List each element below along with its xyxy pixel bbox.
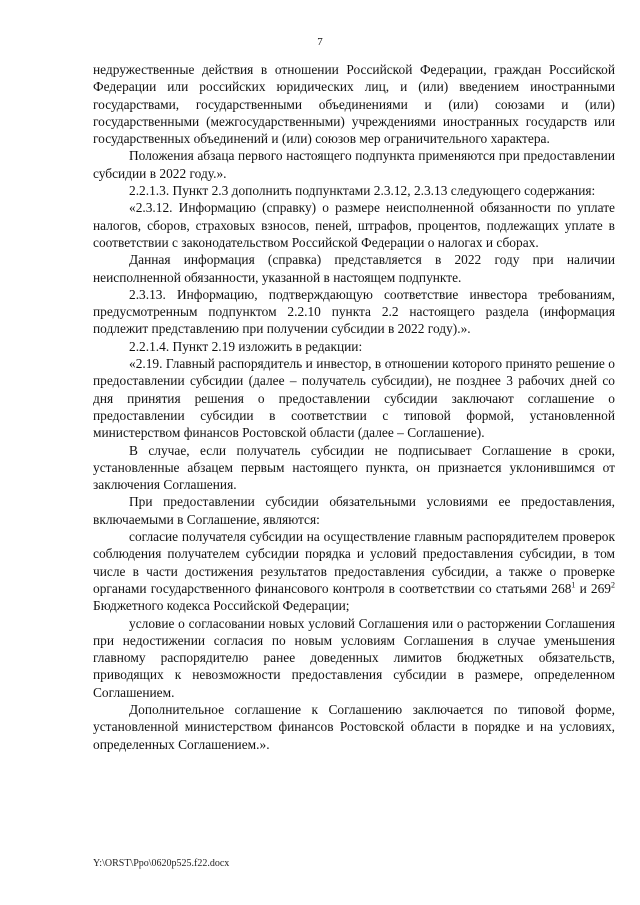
paragraph: 2.3.13. Информацию, подтверждающую соответствие инвестора требованиям, предусмотренным подпунктом 2.2.10 пункта 2.2 настоящего раздела (информация подлежит представлению при получении субсидии в 2022 году).». (93, 286, 615, 337)
paragraph-consent (93, 528, 615, 614)
paragraph: Данная информация (справка) представляется в 2022 году при наличии неисполненной обязанности, указанной в настоящем подпункте. (93, 252, 615, 285)
footer-file-path: Y:\ORST\Ppo\0620p525.f22.docx (93, 858, 230, 869)
paragraph: условие о согласовании новых условий Соглашения или о расторжении Соглашения при недостижении согласия по новым условиям Соглашения в случае уменьшения главному распорядителю ранее доведенных лимитов бюджетных обязательств, приводящих к невозможности предоставления субсидии в размере, определенном Соглашением. (93, 615, 615, 700)
superscript: 1 (571, 580, 576, 590)
consent-text-and: и 269 (575, 580, 612, 596)
consent-text-after: Бюджетного кодекса Российской Федерации; (93, 598, 350, 614)
paragraph: Дополнительное соглашение к Соглашению заключается по типовой форме, установленной министерством финансов Ростовской области в порядке и на условиях, определенных Соглашением.». (93, 701, 615, 752)
paragraph: В случае, если получатель субсидии не подписывает Соглашение в сроки, установленные абзацем первым настоящего пункта, он признается уклонившимся от заключения Соглашения. (93, 442, 615, 493)
paragraph: 2.2.1.4. Пункт 2.19 изложить в редакции: (129, 338, 363, 354)
document-body (93, 61, 615, 753)
consent-text-before: согласие получателя субсидии на осуществление главным распорядителем проверок соблюдения получателем субсидии порядка и условий предоставления субсидии, в том числе в части достижения результатов предоставления субсидии, а также о проверке органами государственного финансового контроля в соответствии со статьями 268 (93, 529, 615, 596)
paragraph: 2.2.1.3. Пункт 2.3 дополнить подпунктами 2.3.12, 2.3.13 следующего содержания: (129, 183, 596, 199)
superscript: 2 (611, 580, 616, 590)
paragraph: Положения абзаца первого настоящего подпункта применяются при предоставлении субсидии в 2022 году.». (93, 148, 615, 181)
paragraph: «2.19. Главный распорядитель и инвестор, в отношении которого принято решение о предоставлении субсидии (далее – получатель субсидии), не позднее 3 рабочих дней со дня принятия решения о предоставлении субсидии заключают соглашение о предоставлении субсидии в соответствии с типовой формой, установленной министерством финансов Ростовской области (далее – Соглашение). (93, 356, 615, 441)
paragraph: «2.3.12. Информацию (справку) о размере неисполненной обязанности по уплате налогов, сборов, страховых взносов, пеней, штрафов, процентов, подлежащих уплате в соответствии с законодательством Российской Федерации о налогах и сборах. (93, 200, 615, 250)
paragraph: недружественные действия в отношении Российской Федерации, граждан Российской Федерации или российских юридических лиц, и (или) введением иностранными государствами, государственными объединениями и (или) союзами и (или) государственными (межгосударственными) учреждениями иностранных государств или государственных объединений и (или) союзов мер ограничительного характера. (93, 62, 615, 147)
page-number: 7 (317, 36, 323, 48)
paragraph: При предоставлении субсидии обязательными условиями ее предоставления, включаемыми в Соглашение, являются: (93, 494, 615, 527)
